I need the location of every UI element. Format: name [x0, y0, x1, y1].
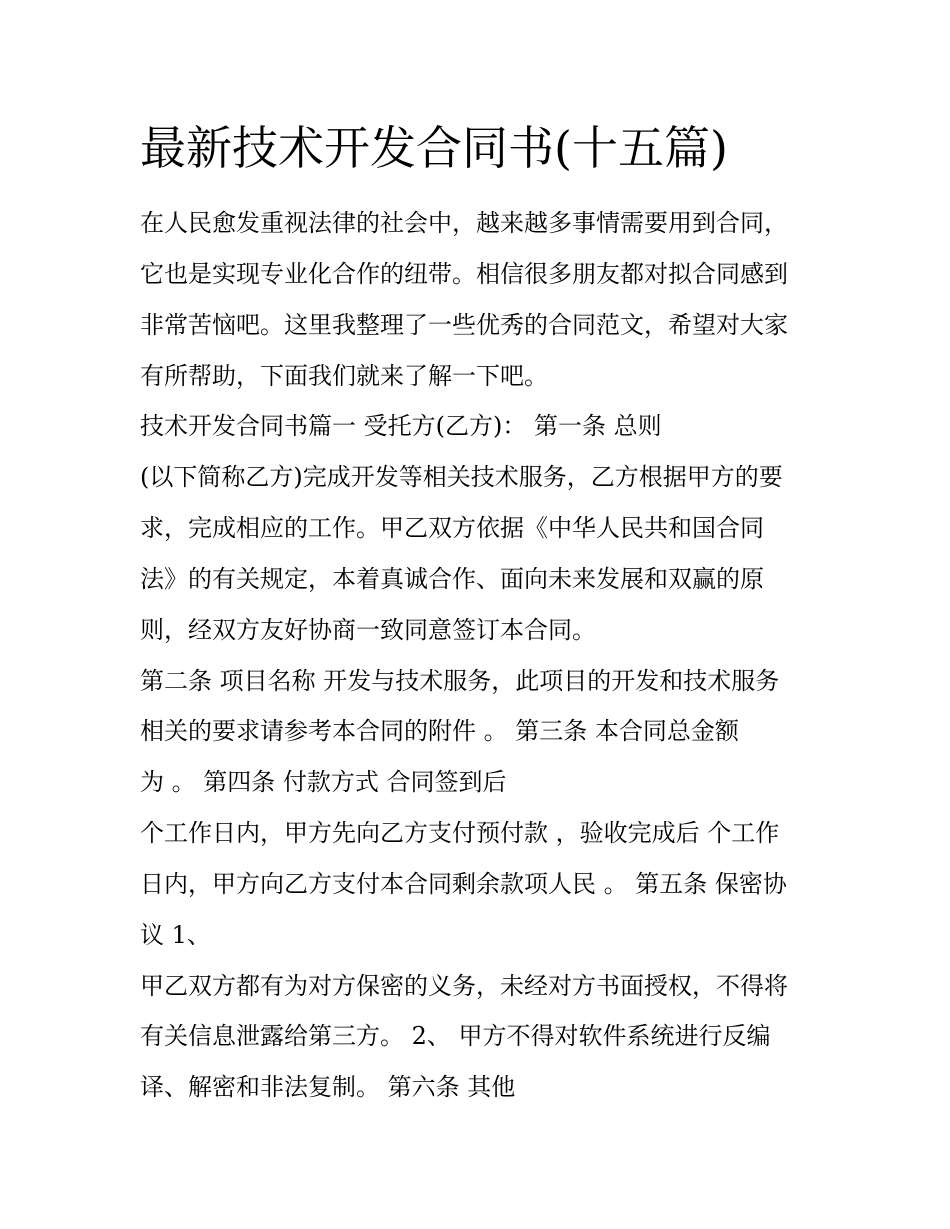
- body-line: 技术开发合同书篇一 受托方(乙方)： 第一条 总则: [140, 412, 662, 440]
- body-line: 译、解密和非法复制。 第六条 其他: [140, 1073, 516, 1101]
- body-line: 有所帮助，下面我们就来了解一下吧。: [140, 362, 548, 390]
- body-line: 非常苦恼吧。这里我整理了一些优秀的合同范文，希望对大家: [140, 311, 788, 339]
- body-line: 甲乙双方都有为对方保密的义务，未经对方书面授权，不得将: [140, 972, 788, 1000]
- document-title: 最新技术开发合同书(十五篇): [140, 121, 728, 175]
- body-line: 为 。 第四条 付款方式 合同签到后: [140, 768, 507, 796]
- body-line: 则，经双方友好协商一致同意签订本合同。: [140, 616, 596, 644]
- body-line: 议 1、: [140, 921, 211, 949]
- body-line: 有关信息泄露给第三方。 2、 甲方不得对软件系统进行反编: [140, 1022, 771, 1050]
- body-line: 法》的有关规定，本着真诚合作、面向未来发展和双赢的原: [140, 565, 764, 593]
- body-line: 个工作日内，甲方先向乙方支付预付款 ，验收完成后 个工作: [140, 819, 780, 847]
- body-line: 日内，甲方向乙方支付本合同剩余款项人民 。 第五条 保密协: [140, 870, 787, 898]
- body-line: 第二条 项目名称 开发与技术服务，此项目的开发和技术服务: [140, 667, 780, 695]
- body-line: 求，完成相应的工作。甲乙双方依据《中华人民共和国合同: [140, 514, 764, 542]
- body-line: 相关的要求请参考本合同的附件 。 第三条 本合同总金额: [140, 717, 739, 745]
- body-line: 在人民愈发重视法律的社会中，越来越多事情需要用到合同，: [140, 209, 788, 237]
- body-line: 它也是实现专业化合作的纽带。相信很多朋友都对拟合同感到: [140, 260, 788, 288]
- body-line: (以下简称乙方)完成开发等相关技术服务，乙方根据甲方的要: [140, 463, 783, 491]
